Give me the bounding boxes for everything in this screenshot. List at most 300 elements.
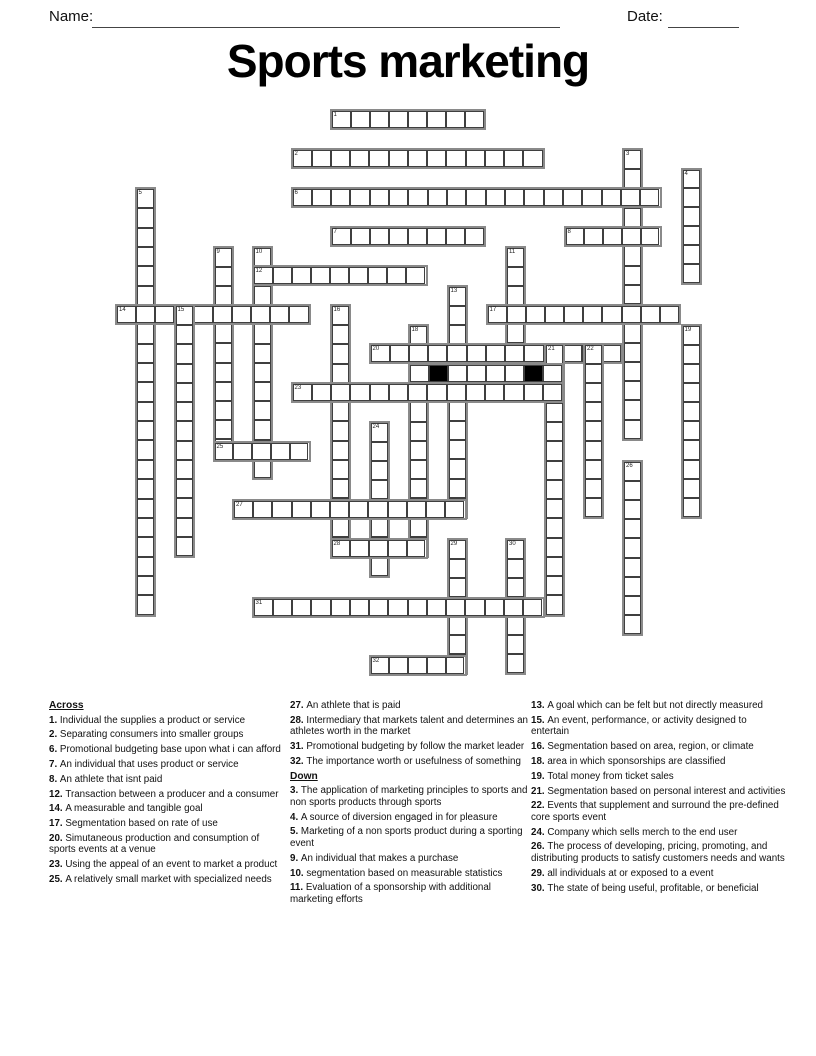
grid-cell[interactable] (683, 440, 700, 459)
grid-cell[interactable] (546, 557, 563, 576)
grid-cell[interactable] (410, 326, 427, 345)
grid-cell[interactable] (330, 501, 349, 518)
grid-cell[interactable] (546, 595, 563, 614)
grid-cell[interactable] (585, 479, 602, 498)
grid-cell[interactable] (253, 501, 272, 518)
grid-cell[interactable] (624, 285, 641, 304)
grid-cell[interactable] (371, 423, 388, 442)
grid-cell[interactable] (215, 286, 232, 305)
grid-cell[interactable] (449, 540, 466, 559)
grid-cell[interactable] (446, 150, 465, 167)
grid-cell[interactable] (447, 384, 466, 401)
grid-cell[interactable] (272, 501, 291, 518)
grid-cell[interactable] (448, 365, 467, 382)
grid-cell[interactable] (683, 383, 700, 402)
grid-cell[interactable] (507, 248, 524, 267)
grid-cell[interactable] (427, 384, 446, 401)
grid-cell[interactable] (486, 365, 505, 382)
grid-cell[interactable] (624, 538, 641, 557)
grid-cell[interactable] (683, 207, 700, 226)
grid-cell[interactable] (137, 189, 154, 208)
grid-cell[interactable] (176, 344, 193, 363)
grid-cell[interactable] (351, 228, 370, 245)
grid-cell[interactable] (524, 384, 543, 401)
grid-cell[interactable] (312, 384, 331, 401)
grid-cell[interactable] (449, 325, 466, 344)
grid-cell[interactable] (563, 189, 582, 206)
grid-cell[interactable] (371, 657, 390, 674)
grid-cell[interactable] (332, 306, 349, 325)
grid-cell[interactable] (292, 599, 311, 616)
grid-cell[interactable] (176, 479, 193, 498)
grid-cell[interactable] (137, 228, 154, 247)
grid-cell[interactable] (215, 324, 232, 343)
grid-cell[interactable] (624, 343, 641, 362)
grid-cell[interactable] (369, 540, 388, 557)
grid-cell[interactable] (311, 267, 330, 284)
grid-cell[interactable] (312, 150, 331, 167)
grid-cell[interactable] (466, 189, 485, 206)
grid-cell[interactable] (137, 382, 154, 401)
grid-cell[interactable] (624, 246, 641, 265)
grid-cell[interactable] (507, 654, 524, 673)
grid-cell[interactable] (624, 266, 641, 285)
grid-cell[interactable] (254, 382, 271, 401)
grid-cell[interactable] (446, 111, 465, 128)
grid-cell[interactable] (410, 441, 427, 460)
grid-cell[interactable] (176, 460, 193, 479)
grid-cell[interactable] (252, 443, 271, 460)
grid-cell[interactable] (449, 440, 466, 459)
grid-cell[interactable] (622, 306, 641, 323)
grid-cell[interactable] (176, 441, 193, 460)
grid-cell[interactable] (449, 616, 466, 635)
grid-cell[interactable] (137, 537, 154, 556)
grid-cell[interactable] (176, 325, 193, 344)
grid-cell[interactable] (624, 481, 641, 500)
grid-cell[interactable] (370, 111, 389, 128)
grid-cell[interactable] (683, 345, 700, 364)
grid-cell[interactable] (504, 599, 523, 616)
grid-cell[interactable] (389, 150, 408, 167)
grid-cell[interactable] (507, 286, 524, 305)
grid-cell[interactable] (449, 287, 466, 306)
grid-cell[interactable] (332, 518, 349, 537)
grid-cell[interactable] (585, 383, 602, 402)
grid-cell[interactable] (449, 559, 466, 578)
grid-cell[interactable] (683, 479, 700, 498)
grid-cell[interactable] (408, 599, 427, 616)
grid-cell[interactable] (332, 421, 349, 440)
grid-cell[interactable] (254, 286, 271, 305)
grid-cell[interactable] (176, 364, 193, 383)
grid-cell[interactable] (585, 402, 602, 421)
grid-cell[interactable] (505, 345, 524, 362)
grid-cell[interactable] (136, 306, 155, 323)
grid-cell[interactable] (467, 345, 486, 362)
grid-cell[interactable] (546, 403, 563, 422)
grid-cell[interactable] (447, 189, 466, 206)
grid-cell[interactable] (507, 324, 524, 343)
grid-cell[interactable] (602, 189, 621, 206)
grid-cell[interactable] (251, 306, 270, 323)
grid-cell[interactable] (254, 363, 271, 382)
grid-cell[interactable] (428, 345, 447, 362)
grid-cell[interactable] (507, 267, 524, 286)
grid-cell[interactable] (603, 228, 622, 245)
grid-cell[interactable] (546, 422, 563, 441)
grid-cell[interactable] (563, 345, 582, 362)
grid-cell[interactable] (409, 345, 428, 362)
grid-cell[interactable] (389, 384, 408, 401)
grid-cell[interactable] (273, 267, 292, 284)
grid-cell[interactable] (332, 479, 349, 498)
grid-cell[interactable] (683, 364, 700, 383)
grid-cell[interactable] (504, 384, 523, 401)
grid-cell[interactable] (213, 306, 232, 323)
grid-cell[interactable] (215, 382, 232, 401)
grid-cell[interactable] (683, 460, 700, 479)
grid-cell[interactable] (233, 443, 252, 460)
grid-cell[interactable] (683, 188, 700, 207)
grid-cell[interactable] (137, 595, 154, 614)
grid-cell[interactable] (602, 306, 621, 323)
grid-cell[interactable] (332, 344, 349, 363)
grid-cell[interactable] (446, 599, 465, 616)
grid-cell[interactable] (640, 189, 659, 206)
grid-cell[interactable] (388, 599, 407, 616)
grid-cell[interactable] (683, 170, 700, 189)
grid-cell[interactable] (371, 442, 388, 461)
grid-cell[interactable] (389, 189, 408, 206)
grid-cell[interactable] (466, 150, 485, 167)
grid-cell[interactable] (332, 228, 351, 245)
grid-cell[interactable] (546, 576, 563, 595)
grid-cell[interactable] (350, 384, 369, 401)
grid-cell[interactable] (427, 228, 446, 245)
grid-cell[interactable] (683, 245, 700, 264)
grid-cell[interactable] (194, 306, 213, 323)
grid-cell[interactable] (584, 228, 603, 245)
grid-cell[interactable] (624, 462, 641, 481)
grid-cell[interactable] (292, 267, 311, 284)
grid-cell[interactable] (407, 501, 426, 518)
grid-cell[interactable] (427, 111, 446, 128)
grid-cell[interactable] (271, 443, 290, 460)
grid-cell[interactable] (683, 498, 700, 517)
grid-cell[interactable] (234, 501, 253, 518)
grid-cell[interactable] (370, 384, 389, 401)
grid-cell[interactable] (176, 402, 193, 421)
grid-cell[interactable] (624, 500, 641, 519)
grid-cell[interactable] (387, 267, 406, 284)
grid-cell[interactable] (507, 306, 526, 323)
grid-cell[interactable] (371, 461, 388, 480)
grid-cell[interactable] (624, 558, 641, 577)
grid-cell[interactable] (546, 518, 563, 537)
grid-cell[interactable] (137, 518, 154, 537)
grid-cell[interactable] (410, 365, 429, 382)
grid-cell[interactable] (370, 189, 389, 206)
grid-cell[interactable] (683, 421, 700, 440)
grid-cell[interactable] (254, 459, 271, 478)
grid-cell[interactable] (137, 286, 154, 305)
grid-cell[interactable] (176, 306, 193, 325)
grid-cell[interactable] (465, 111, 484, 128)
grid-cell[interactable] (254, 344, 271, 363)
grid-cell[interactable] (526, 306, 545, 323)
grid-cell[interactable] (546, 499, 563, 518)
grid-cell[interactable] (546, 538, 563, 557)
grid-cell[interactable] (331, 189, 350, 206)
grid-cell[interactable] (408, 111, 427, 128)
grid-cell[interactable] (585, 421, 602, 440)
grid-cell[interactable] (350, 540, 369, 557)
grid-cell[interactable] (507, 578, 524, 597)
grid-cell[interactable] (137, 363, 154, 382)
grid-cell[interactable] (624, 577, 641, 596)
grid-cell[interactable] (621, 189, 640, 206)
grid-cell[interactable] (389, 228, 408, 245)
grid-cell[interactable] (137, 576, 154, 595)
grid-cell[interactable] (544, 189, 563, 206)
grid-cell[interactable] (523, 150, 542, 167)
grid-cell[interactable] (585, 498, 602, 517)
grid-cell[interactable] (624, 362, 641, 381)
grid-cell[interactable] (137, 460, 154, 479)
grid-cell[interactable] (543, 384, 562, 401)
grid-cell[interactable] (427, 657, 446, 674)
grid-cell[interactable] (331, 150, 350, 167)
grid-cell[interactable] (215, 420, 232, 439)
grid-cell[interactable] (349, 267, 368, 284)
grid-cell[interactable] (486, 345, 505, 362)
grid-cell[interactable] (624, 400, 641, 419)
grid-cell[interactable] (583, 306, 602, 323)
grid-cell[interactable] (624, 519, 641, 538)
grid-cell[interactable] (332, 402, 349, 421)
grid-cell[interactable] (465, 599, 484, 616)
grid-cell[interactable] (368, 501, 387, 518)
grid-cell[interactable] (449, 421, 466, 440)
grid-cell[interactable] (137, 499, 154, 518)
grid-cell[interactable] (332, 111, 351, 128)
grid-cell[interactable] (660, 306, 679, 323)
grid-cell[interactable] (545, 306, 564, 323)
grid-cell[interactable] (369, 150, 388, 167)
grid-cell[interactable] (137, 208, 154, 227)
grid-cell[interactable] (137, 344, 154, 363)
grid-cell[interactable] (624, 169, 641, 188)
grid-cell[interactable] (117, 306, 136, 323)
grid-cell[interactable] (137, 440, 154, 459)
grid-cell[interactable] (546, 345, 563, 364)
grid-cell[interactable] (137, 479, 154, 498)
grid-cell[interactable] (331, 384, 350, 401)
grid-cell[interactable] (410, 422, 427, 441)
grid-cell[interactable] (408, 384, 427, 401)
grid-cell[interactable] (410, 402, 427, 421)
grid-cell[interactable] (176, 518, 193, 537)
grid-cell[interactable] (137, 324, 154, 343)
grid-cell[interactable] (332, 540, 351, 557)
grid-cell[interactable] (546, 480, 563, 499)
grid-cell[interactable] (388, 501, 407, 518)
grid-cell[interactable] (449, 479, 466, 498)
grid-cell[interactable] (485, 150, 504, 167)
grid-cell[interactable] (137, 247, 154, 266)
grid-cell[interactable] (523, 599, 542, 616)
grid-cell[interactable] (585, 441, 602, 460)
grid-cell[interactable] (447, 345, 466, 362)
grid-cell[interactable] (389, 111, 408, 128)
grid-cell[interactable] (330, 267, 349, 284)
grid-cell[interactable] (407, 540, 426, 557)
grid-cell[interactable] (624, 323, 641, 342)
grid-cell[interactable] (176, 383, 193, 402)
grid-cell[interactable] (408, 228, 427, 245)
grid-cell[interactable] (505, 365, 524, 382)
grid-cell[interactable] (137, 402, 154, 421)
grid-cell[interactable] (215, 363, 232, 382)
grid-cell[interactable] (408, 150, 427, 167)
grid-cell[interactable] (566, 228, 585, 245)
grid-cell[interactable] (543, 365, 562, 382)
grid-cell[interactable] (350, 189, 369, 206)
grid-cell[interactable] (449, 635, 466, 654)
grid-cell[interactable] (270, 306, 289, 323)
grid-cell[interactable] (446, 228, 465, 245)
grid-cell[interactable] (292, 501, 311, 518)
grid-cell[interactable] (601, 345, 620, 362)
grid-cell[interactable] (504, 150, 523, 167)
grid-cell[interactable] (507, 540, 524, 559)
grid-cell[interactable] (524, 189, 543, 206)
grid-cell[interactable] (371, 480, 388, 499)
grid-cell[interactable] (215, 267, 232, 286)
grid-cell[interactable] (449, 459, 466, 478)
grid-cell[interactable] (546, 461, 563, 480)
grid-cell[interactable] (585, 460, 602, 479)
grid-cell[interactable] (176, 421, 193, 440)
grid-cell[interactable] (505, 189, 524, 206)
grid-cell[interactable] (408, 657, 427, 674)
grid-cell[interactable] (622, 228, 641, 245)
grid-cell[interactable] (507, 616, 524, 635)
grid-cell[interactable] (332, 364, 349, 383)
grid-cell[interactable] (349, 501, 368, 518)
grid-cell[interactable] (215, 401, 232, 420)
grid-cell[interactable] (582, 189, 601, 206)
grid-cell[interactable] (312, 189, 331, 206)
grid-cell[interactable] (371, 518, 388, 537)
grid-cell[interactable] (410, 518, 427, 537)
grid-cell[interactable] (371, 556, 388, 575)
grid-cell[interactable] (215, 343, 232, 362)
grid-cell[interactable] (370, 228, 389, 245)
grid-cell[interactable] (427, 599, 446, 616)
grid-cell[interactable] (408, 189, 427, 206)
grid-cell[interactable] (410, 460, 427, 479)
grid-cell[interactable] (311, 501, 330, 518)
grid-cell[interactable] (445, 501, 464, 518)
grid-cell[interactable] (426, 501, 445, 518)
grid-cell[interactable] (485, 384, 504, 401)
grid-cell[interactable] (449, 306, 466, 325)
grid-cell[interactable] (176, 537, 193, 556)
grid-cell[interactable] (350, 150, 369, 167)
grid-cell[interactable] (427, 150, 446, 167)
grid-cell[interactable] (683, 226, 700, 245)
grid-cell[interactable] (428, 189, 447, 206)
grid-cell[interactable] (449, 578, 466, 597)
grid-cell[interactable] (254, 420, 271, 439)
grid-cell[interactable] (290, 443, 309, 460)
grid-cell[interactable] (332, 441, 349, 460)
grid-cell[interactable] (254, 267, 273, 284)
grid-cell[interactable] (289, 306, 308, 323)
grid-cell[interactable] (624, 615, 641, 634)
grid-cell[interactable] (624, 596, 641, 615)
grid-cell[interactable] (449, 402, 466, 421)
grid-cell[interactable] (641, 228, 660, 245)
grid-cell[interactable] (215, 248, 232, 267)
grid-cell[interactable] (465, 228, 484, 245)
grid-cell[interactable] (446, 657, 465, 674)
grid-cell[interactable] (624, 208, 641, 227)
grid-cell[interactable] (293, 150, 312, 167)
grid-cell[interactable] (273, 599, 292, 616)
grid-cell[interactable] (585, 345, 602, 364)
grid-cell[interactable] (507, 635, 524, 654)
grid-cell[interactable] (215, 443, 234, 460)
grid-cell[interactable] (371, 345, 390, 362)
grid-cell[interactable] (311, 599, 330, 616)
grid-cell[interactable] (254, 401, 271, 420)
grid-cell[interactable] (254, 248, 271, 267)
grid-cell[interactable] (624, 150, 641, 169)
grid-cell[interactable] (507, 559, 524, 578)
grid-cell[interactable] (254, 324, 271, 343)
grid-cell[interactable] (137, 557, 154, 576)
grid-cell[interactable] (683, 326, 700, 345)
grid-cell[interactable] (232, 306, 251, 323)
grid-cell[interactable] (254, 599, 273, 616)
grid-cell[interactable] (524, 345, 543, 362)
grid-cell[interactable] (485, 599, 504, 616)
grid-cell[interactable] (390, 345, 409, 362)
grid-cell[interactable] (331, 599, 350, 616)
grid-cell[interactable] (351, 111, 370, 128)
grid-cell[interactable] (466, 384, 485, 401)
grid-cell[interactable] (293, 189, 312, 206)
grid-cell[interactable] (293, 384, 312, 401)
grid-cell[interactable] (410, 479, 427, 498)
grid-cell[interactable] (486, 189, 505, 206)
grid-cell[interactable] (388, 540, 407, 557)
grid-cell[interactable] (369, 599, 388, 616)
grid-cell[interactable] (176, 498, 193, 517)
grid-cell[interactable] (564, 306, 583, 323)
grid-cell[interactable] (137, 266, 154, 285)
grid-cell[interactable] (488, 306, 507, 323)
grid-cell[interactable] (332, 325, 349, 344)
grid-cell[interactable] (641, 306, 660, 323)
grid-cell[interactable] (350, 599, 369, 616)
grid-cell[interactable] (683, 264, 700, 283)
grid-cell[interactable] (368, 267, 387, 284)
grid-cell[interactable] (546, 441, 563, 460)
